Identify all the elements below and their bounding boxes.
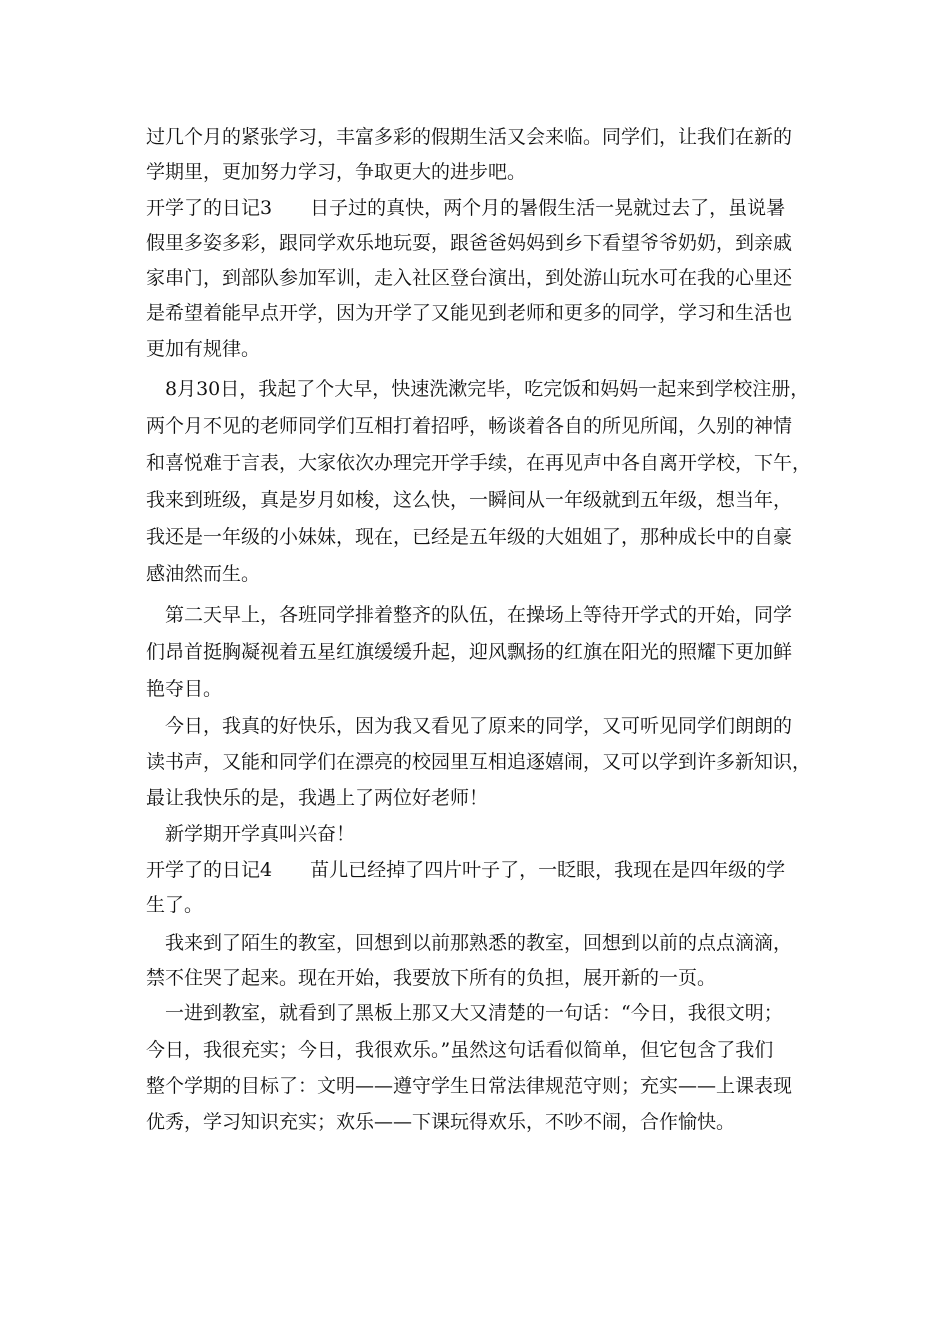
text-line: 开学了的日记4 苗儿已经掉了四片叶子了，一眨眼，我现在是四年级的学 xyxy=(146,859,786,881)
text-line: 一进到教室，就看到了黑板上那又大又清楚的一句话：“今日，我很文明； xyxy=(146,1002,783,1024)
text-line: 是希望着能早点开学，因为开学了又能见到老师和更多的同学，学习和生活也 xyxy=(146,302,793,324)
text-line: 新学期开学真叫兴奋！ xyxy=(146,823,356,845)
text-line: 感油然而生。 xyxy=(146,563,261,585)
text-line: 整个学期的目标了：文明——遵守学生日常法律规范守则；充实——上课表现 xyxy=(146,1075,793,1097)
text-line: 第二天早上，各班同学排着整齐的队伍，在操场上等待开学式的开始，同学 xyxy=(146,604,793,626)
text-line: 优秀，学习知识充实；欢乐——下课玩得欢乐，不吵不闹，合作愉快。 xyxy=(146,1111,736,1133)
text-line: 们昂首挺胸凝视着五星红旗缓缓升起，迎风飘扬的红旗在阳光的照耀下更加鲜 xyxy=(146,641,793,663)
text-line: 8月30日，我起了个大早，快速洗漱完毕，吃完饭和妈妈一起来到学校注册， xyxy=(146,378,810,400)
text-line: 最让我快乐的是，我遇上了两位好老师！ xyxy=(146,787,489,809)
text-line: 开学了的日记3 日子过的真快，两个月的暑假生活一晃就过去了，虽说暑 xyxy=(146,197,786,219)
text-line: 假里多姿多彩，跟同学欢乐地玩耍，跟爸爸妈妈到乡下看望爷爷奶奶，到亲戚 xyxy=(146,232,793,254)
text-line: 家串门，到部队参加军训，走入社区登台演出，到处游山玩水可在我的心里还 xyxy=(146,267,793,289)
text-line: 我来到班级，真是岁月如梭，这么快，一瞬间从一年级就到五年级，想当年， xyxy=(146,489,793,511)
text-line: 两个月不见的老师同学们互相打着招呼，畅谈着各自的所见所闻，久别的神情 xyxy=(146,415,793,437)
text-line: 今日，我很充实；今日，我很欢乐。”虽然这句话看似简单，但它包含了我们 xyxy=(146,1039,774,1061)
text-line: 艳夺目。 xyxy=(146,678,223,700)
text-line: 和喜悦难于言表，大家依次办理完开学手续，在再见声中各自离开学校，下午， xyxy=(146,452,812,474)
text-line: 学期里，更加努力学习，争取更大的进步吧。 xyxy=(146,161,527,183)
text-line: 我来到了陌生的教室，回想到以前那熟悉的教室，回想到以前的点点滴滴， xyxy=(146,932,793,954)
text-line: 读书声，又能和同学们在漂亮的校园里互相追逐嬉闹，又可以学到许多新知识， xyxy=(146,751,812,773)
text-line: 过几个月的紧张学习，丰富多彩的假期生活又会来临。同学们，让我们在新的 xyxy=(146,126,793,148)
text-line: 禁不住哭了起来。现在开始，我要放下所有的负担，展开新的一页。 xyxy=(146,967,717,989)
text-line: 今日，我真的好快乐，因为我又看见了原来的同学，又可听见同学们朗朗的 xyxy=(146,715,793,737)
text-line: 我还是一年级的小妹妹，现在，已经是五年级的大姐姐了，那种成长中的自豪 xyxy=(146,526,793,548)
text-line: 更加有规律。 xyxy=(146,338,261,360)
text-line: 生了。 xyxy=(146,894,204,916)
